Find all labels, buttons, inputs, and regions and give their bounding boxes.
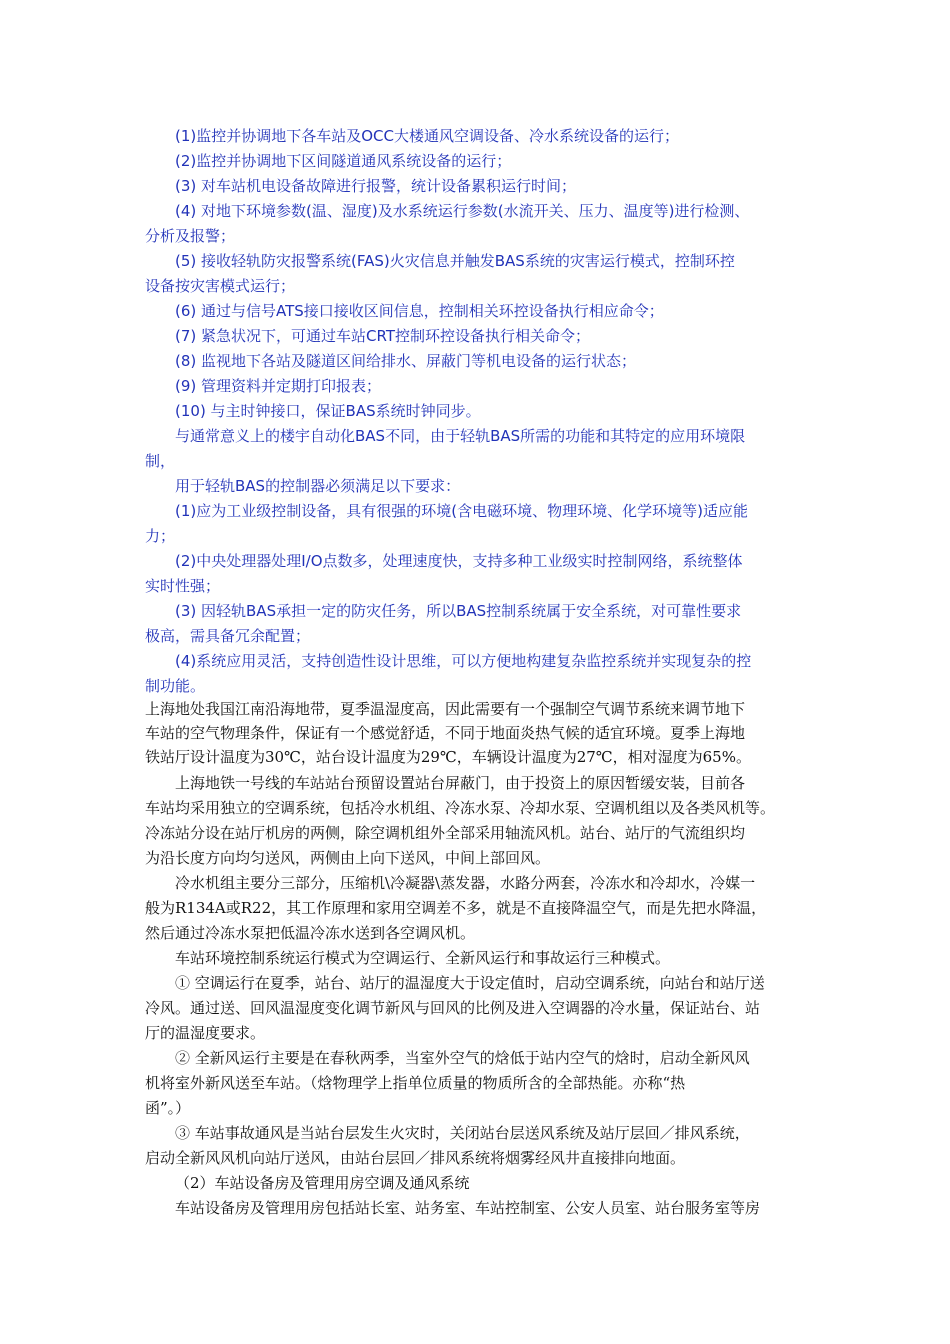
- text-line: 然后通过冷冻水泵把低温冷冻水送到各空调风机。: [145, 924, 476, 942]
- text-line: (10) 与主时钟接口，保证BAS系统时钟同步。: [175, 402, 481, 420]
- text-line: 机将室外新风送至车站。（焓物理学上指单位质量的物质所含的全部热能。亦称“热: [145, 1074, 686, 1092]
- text-line: 冷水机组主要分三部分，压缩机\冷凝器\蒸发器，水路分两套，冷冻水和冷却水，冷媒一: [175, 874, 756, 892]
- text-line: (3) 对车站机电设备故障进行报警，统计设备累积运行时间；: [175, 177, 577, 195]
- text-line: 般为R134A或R22，其工作原理和家用空调差不多，就是不直接降温空气，而是先把水降温，: [145, 899, 767, 917]
- text-line: 设备按灾害模式运行；: [145, 277, 296, 295]
- text-line: 冷风。通过送、回风温湿度变化调节新风与回风的比例及进入空调器的冷水量，保证站台、站: [145, 999, 761, 1017]
- text-line: 函”。）: [145, 1099, 191, 1117]
- text-line: 极高，需具备冗余配置；: [145, 627, 311, 645]
- text-line: (2)监控并协调地下区间隧道通风系统设备的运行；: [175, 152, 512, 170]
- text-line: 车站环境控制系统运行模式为空调运行、全新风运行和事故运行三种模式。: [175, 949, 671, 967]
- text-line: (8) 监视地下各站及隧道区间给排水、屏蔽门等机电设备的运行状态；: [175, 352, 637, 370]
- text-line: 车站的空气物理条件，保证有一个感觉舒适，不同于地面炎热气候的适宜环境。夏季上海地: [145, 724, 746, 742]
- text-line: 车站均采用独立的空调系统，包括冷水机组、冷冻水泵、冷却水泵、空调机组以及各类风机等。: [145, 799, 776, 817]
- text-line: 实时性强；: [145, 577, 221, 595]
- text-line: 用于轻轨BAS的控制器必须满足以下要求：: [175, 477, 461, 495]
- text-line: (2)中央处理器处理I/O点数多，处理速度快，支持多种工业级实时控制网络，系统整体: [175, 552, 743, 570]
- text-line: 与通常意义上的楼宇自动化BAS不同，由于轻轨BAS所需的功能和其特定的应用环境限: [175, 427, 746, 445]
- text-line: (1)监控并协调地下各车站及OCC大楼通风空调设备、冷水系统设备的运行；: [175, 127, 680, 145]
- text-line: (9) 管理资料并定期打印报表；: [175, 377, 382, 395]
- text-line: (1)应为工业级控制设备，具有很强的环境(含电磁环境、物理环境、化学环境等)适应能: [175, 502, 748, 520]
- text-line: (4) 对地下环境参数(温、湿度)及水系统运行参数(水流开关、压力、温度等)进行检测、: [175, 202, 750, 220]
- text-line: (7) 紧急状况下，可通过车站CRT控制环控设备执行相关命令；: [175, 327, 590, 345]
- text-line: (6) 通过与信号ATS接口接收区间信息，控制相关环控设备执行相应命令；: [175, 302, 664, 320]
- text-line: 制，: [145, 452, 176, 470]
- text-line: 制功能。: [145, 677, 206, 695]
- text-line: 铁站厅设计温度为30℃，站台设计温度为29℃，车辆设计温度为27℃，相对湿度为65%。: [145, 748, 751, 766]
- text-line: 力；: [145, 527, 176, 545]
- text-line: 上海地铁一号线的车站站台预留设置站台屏蔽门，由于投资上的原因暂缓安装，目前各: [175, 774, 746, 792]
- text-line: 冷冻站分设在站厅机房的两侧，除空调机组外全部采用轴流风机。站台、站厅的气流组织均: [145, 824, 746, 842]
- text-line: 上海地处我国江南沿海地带，夏季温湿度高，因此需要有一个强制空气调节系统来调节地下: [145, 700, 746, 718]
- text-line: (5) 接收轻轨防灾报警系统(FAS)火灾信息并触发BAS系统的灾害运行模式，控制环控: [175, 252, 735, 270]
- text-line: ② 全新风运行主要是在春秋两季，当室外空气的焓低于站内空气的焓时，启动全新风风: [175, 1049, 750, 1067]
- text-line: 分析及报警；: [145, 227, 236, 245]
- text-line: 车站设备房及管理用房包括站长室、站务室、车站控制室、公安人员室、站台服务室等房: [175, 1199, 761, 1217]
- text-line: 厅的温湿度要求。: [145, 1024, 266, 1042]
- text-line: (4)系统应用灵活，支持创造性设计思维，可以方便地构建复杂监控系统并实现复杂的控: [175, 652, 752, 670]
- text-line: 为沿长度方向均匀送风，两侧由上向下送风，中间上部回风。: [145, 849, 551, 867]
- text-line: ① 空调运行在夏季，站台、站厅的温湿度大于设定值时，启动空调系统，向站台和站厅送: [175, 974, 765, 992]
- text-line: （2）车站设备房及管理用房空调及通风系统: [175, 1174, 470, 1192]
- text-line: (3) 因轻轨BAS承担一定的防灾任务，所以BAS控制系统属于安全系统，对可靠性要求: [175, 602, 742, 620]
- text-line: 启动全新风风机向站厅送风，由站台层回／排风系统将烟雾经风井直接排向地面。: [145, 1149, 686, 1167]
- text-line: ③ 车站事故通风是当站台层发生火灾时，关闭站台层送风系统及站厅层回／排风系统，: [175, 1124, 750, 1142]
